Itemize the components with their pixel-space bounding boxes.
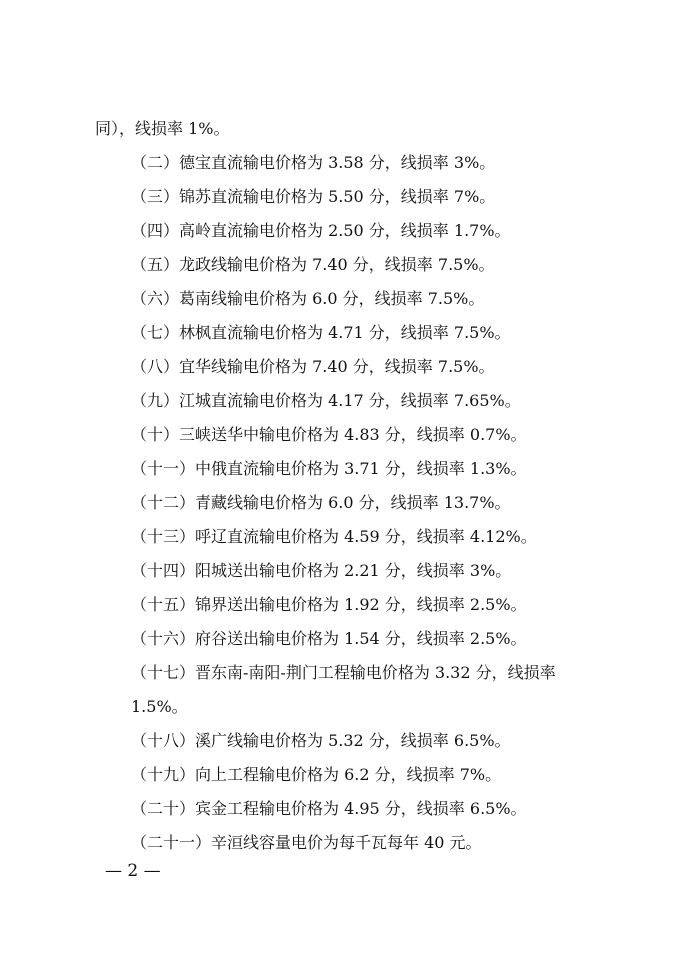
text-line-continuation: 1.5%。 — [131, 697, 188, 716]
text-line: （七）林枫直流输电价格为 4.71 分，线损率 7.5%。 — [131, 323, 511, 342]
text-line: 同），线损率 1%。 — [95, 119, 230, 138]
text-line: （十六）府谷送出输电价格为 1.54 分，线损率 2.5%。 — [131, 629, 527, 648]
text-line: （十一）中俄直流输电价格为 3.71 分，线损率 1.3%。 — [131, 459, 527, 478]
text-line: （十三）呼辽直流输电价格为 4.59 分，线损率 4.12%。 — [131, 527, 537, 546]
text-line: （二）德宝直流输电价格为 3.58 分，线损率 3%。 — [131, 153, 496, 172]
text-line: （十七）晋东南-南阳-荆门工程输电价格为 3.32 分，线损率 — [131, 663, 556, 682]
text-line: （十九）向上工程输电价格为 6.2 分，线损率 7%。 — [131, 765, 502, 784]
text-line: （五）龙政线输电价格为 7.40 分，线损率 7.5%。 — [131, 255, 495, 274]
text-line: （四）高岭直流输电价格为 2.50 分，线损率 1.7%。 — [131, 221, 511, 240]
text-line: （九）江城直流输电价格为 4.17 分，线损率 7.65%。 — [131, 391, 521, 410]
text-line: （十二）青藏线输电价格为 6.0 分，线损率 13.7%。 — [131, 493, 511, 512]
text-line: （八）宜华线输电价格为 7.40 分，线损率 7.5%。 — [131, 357, 495, 376]
text-line: （二十）宾金工程输电价格为 4.95 分，线损率 6.5%。 — [131, 799, 527, 818]
text-line: （十）三峡送华中输电价格为 4.83 分，线损率 0.7%。 — [131, 425, 527, 444]
text-line: （十八）溪广线输电价格为 5.32 分，线损率 6.5%。 — [131, 731, 511, 750]
text-line: （二十一）辛洹线容量电价为每千瓦每年 40 元。 — [131, 833, 482, 852]
text-line: （三）锦苏直流输电价格为 5.50 分，线损率 7%。 — [131, 187, 496, 206]
text-line: （六）葛南线输电价格为 6.0 分，线损率 7.5%。 — [131, 289, 485, 308]
text-line: （十五）锦界送出输电价格为 1.92 分，线损率 2.5%。 — [131, 595, 527, 614]
page-number: — 2 — — [105, 861, 161, 881]
text-line: （十四）阳城送出输电价格为 2.21 分，线损率 3%。 — [131, 561, 512, 580]
